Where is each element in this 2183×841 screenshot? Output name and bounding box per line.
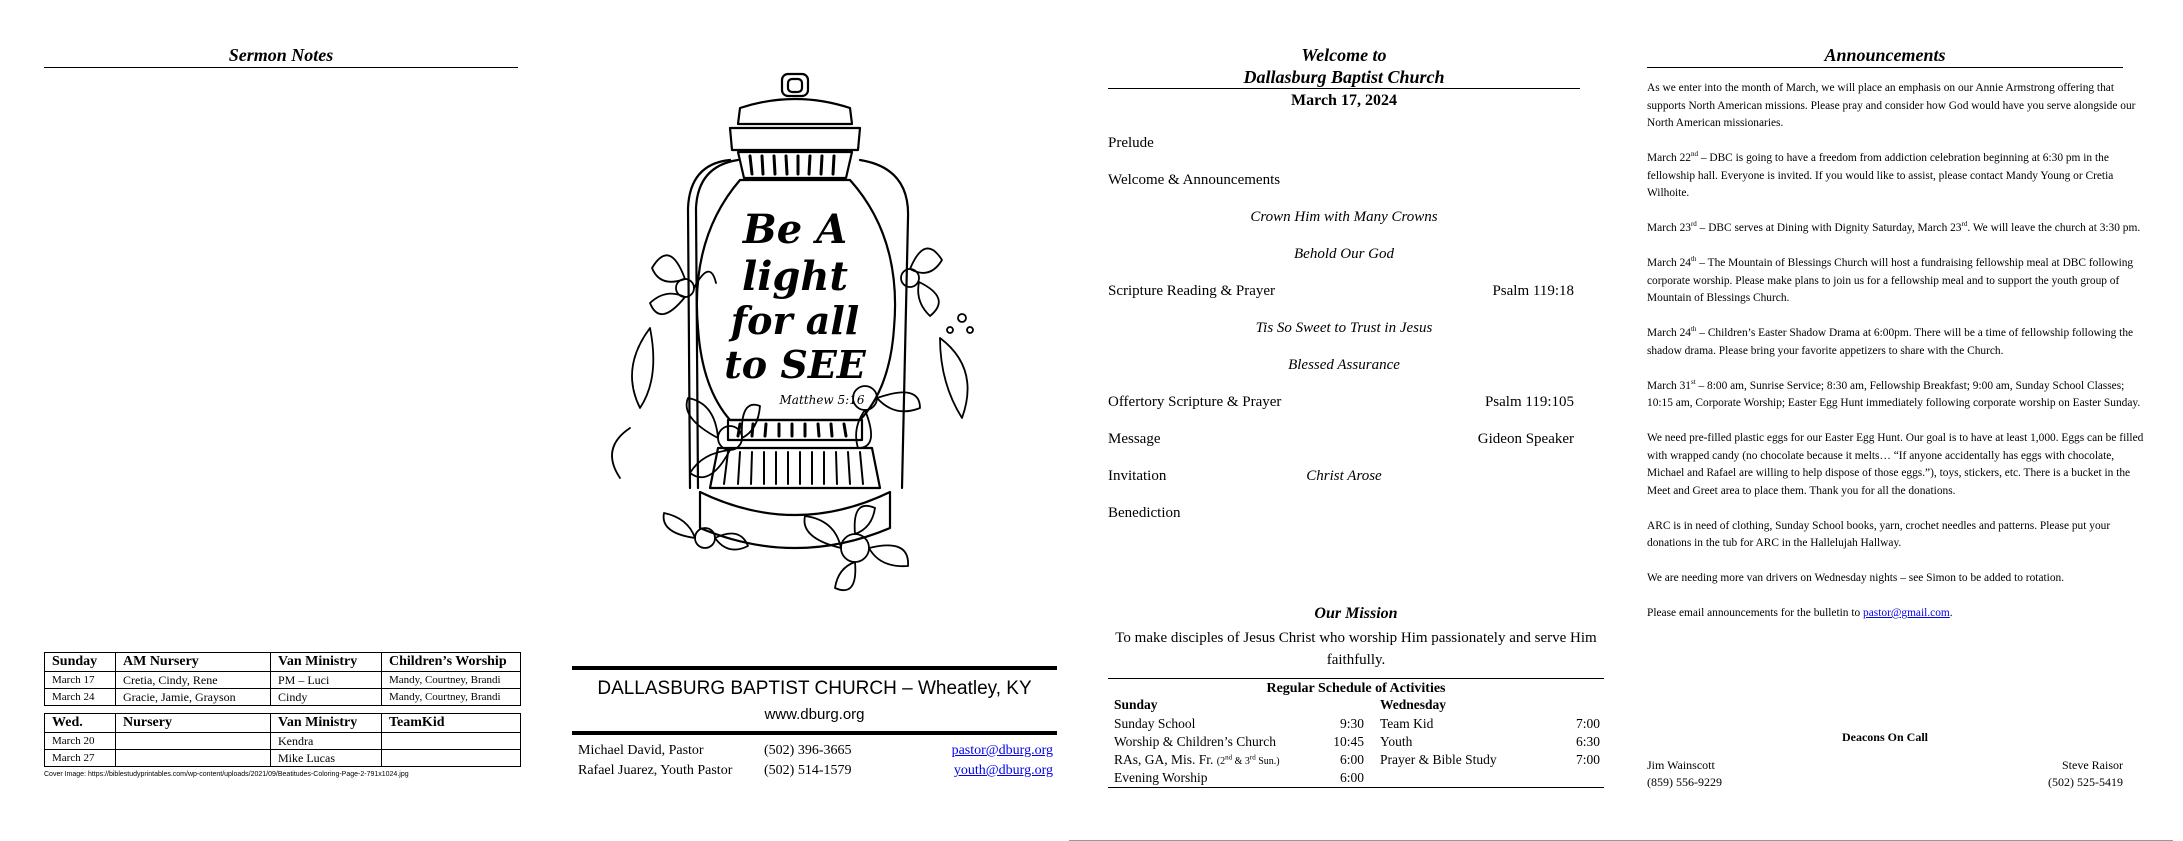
note-part: (2 — [1216, 756, 1226, 767]
staff-phone: (502) 514-1579 — [764, 763, 852, 778]
announcement-paragraph — [1647, 220, 2147, 238]
table-cell: Gracie, Jamie, Grayson — [116, 689, 271, 706]
service-item-label: Message — [1108, 431, 1161, 447]
activity-row — [1114, 715, 1364, 733]
ann-sup: th — [1690, 325, 1697, 334]
table-header: Van Ministry — [271, 714, 382, 733]
regular-schedule-title: Regular Schedule of Activities — [1108, 678, 1604, 697]
deacon-left — [1647, 757, 1722, 791]
table-row — [45, 733, 521, 750]
activity-row — [1380, 751, 1600, 769]
service-item-label: Prelude — [1108, 135, 1154, 151]
service-item — [1108, 172, 1580, 192]
table-header: Sunday — [45, 653, 116, 672]
mission-text: To make disciples of Jesus Christ who worship Him passionately and serve Him faithfully. — [1115, 630, 1597, 668]
ann-sup: nd — [1690, 150, 1698, 159]
service-item — [1108, 283, 1580, 303]
service-date: March 17, 2024 — [1291, 92, 1397, 109]
table-cell: Cretia, Cindy, Rene — [116, 672, 271, 689]
day-heading: Wednesday — [1380, 697, 1447, 712]
announcement-paragraph: We need pre-filled plastic eggs for our Easter Egg Hunt. Our goal is to have at least 1,000. Eggs can be filled with wrapped candy (no chocolate because it melts… “If anyone accidentally has eggs with chocolate, Michael and Rafael are willing to help dispose of those eggs.”), toys, stickers, etc. There is a bucket in the Meet and Greet area to place them. Thank you for all the donations. — [1647, 432, 2144, 497]
staff-email-link[interactable]: pastor@dburg.org — [951, 743, 1053, 758]
announcement-paragraph: We are needing more van drivers on Wednesday nights – see Simon to be added to rotation. — [1647, 572, 2065, 584]
activity-row — [1380, 733, 1600, 751]
activity-time: 10:45 — [1333, 734, 1364, 749]
activity-row — [1114, 769, 1364, 787]
table-cell: Mandy, Courtney, Brandi — [382, 689, 521, 706]
service-song — [1108, 246, 1580, 266]
staff-name: Rafael Juarez, Youth Pastor — [578, 763, 733, 778]
activity-note — [1216, 753, 1280, 767]
note-part: & 3 — [1232, 756, 1250, 767]
speaker: Gideon Speaker — [1477, 431, 1574, 447]
sermon-notes-panel — [0, 0, 560, 836]
sunday-schedule-table — [44, 652, 521, 706]
note-sup: nd — [1225, 753, 1233, 762]
lantern-text: Be A — [742, 206, 848, 253]
church-website[interactable]: www.dburg.org — [764, 706, 865, 723]
service-song — [1108, 209, 1580, 229]
service-item — [1108, 431, 1580, 451]
service-item-label: Scripture Reading & Prayer — [1108, 283, 1276, 299]
ann-date: March 24 — [1647, 257, 1691, 269]
service-song — [1108, 320, 1580, 340]
table-header: TeamKid — [382, 714, 521, 733]
lantern-text: light — [742, 253, 848, 300]
lantern-text: to SEE — [724, 342, 866, 387]
service-item-label: Offertory Scripture & Prayer — [1108, 394, 1282, 410]
table-cell: Mandy, Courtney, Brandi — [382, 672, 521, 689]
note-part: Sun.) — [1255, 756, 1280, 767]
song-title: Christ Arose — [1306, 468, 1382, 484]
announcement-paragraph — [1647, 325, 2147, 360]
activity-name: Youth — [1380, 734, 1413, 749]
activity-row — [1380, 715, 1600, 733]
activity-name: Sunday School — [1114, 716, 1196, 731]
announcements-title: Announcements — [1647, 45, 2123, 68]
table-header-row — [45, 653, 521, 672]
ann-text: Please email announcements for the bulletin to — [1647, 607, 1864, 619]
staff-row — [572, 761, 1057, 781]
announcement-paragraph — [1647, 605, 2147, 623]
service-item — [1108, 468, 1580, 488]
activity-name: Evening Worship — [1114, 770, 1208, 785]
table-header: Children’s Worship — [382, 653, 521, 672]
scripture-reference: Psalm 119:105 — [1484, 394, 1574, 410]
table-cell: Cindy — [271, 689, 382, 706]
table-header: Nursery — [116, 714, 271, 733]
activity-time: 9:30 — [1339, 716, 1364, 731]
note-sup: rd — [1249, 753, 1256, 762]
ann-text: – Children’s Easter Shadow Drama at 6:00pm. There will be a time of fellowship following the shadow drama. Please bring your favorite appetizers to share with the Church. — [1647, 327, 2134, 357]
lantern-text: for all — [730, 298, 860, 343]
cover-image-credit: Cover Image: https://biblestudyprintables.com/wp-content/uploads/2021/09/Beatitudes-Coloring-Page-2-791x1024.jpg — [44, 771, 409, 778]
scripture-reference: Psalm 119:18 — [1492, 283, 1574, 299]
ann-text: . We will leave the church at 3:30 pm. — [1967, 222, 2141, 234]
table-header: Wed. — [45, 714, 116, 733]
deacon-name: Jim Wainscott — [1647, 758, 1715, 772]
table-header-row — [45, 714, 521, 733]
ann-text: – The Mountain of Blessings Church will host a fundraising fellowship meal at DBC following corporate worship. Please make plans to join us for a fellowship meal and to support the youth group of Mountain of Blessings Church. — [1647, 257, 2134, 304]
announcements-email-link[interactable]: pastor@gmail.com — [1863, 607, 1950, 619]
sunday-column — [1108, 697, 1364, 787]
table-cell — [116, 750, 271, 767]
deacons-title: Deacons On Call — [1841, 730, 1928, 744]
activity-row — [1114, 733, 1364, 751]
song-title: Behold Our God — [1294, 246, 1394, 262]
ann-text: . — [1949, 607, 1953, 619]
ann-sup: rd — [1690, 220, 1697, 229]
ann-date: March 22 — [1647, 152, 1691, 164]
wednesday-column — [1364, 697, 1600, 787]
song-title: Crown Him with Many Crowns — [1250, 209, 1438, 225]
ann-text: – 8:00 am, Sunrise Service; 8:30 am, Fellowship Breakfast; 9:00 am, Sunday School Classes; 10:15 am, Corporate Worship; Easter Egg Hunt immediately following corporate worship on Easter Sunday. — [1647, 379, 2141, 409]
ann-sup: th — [1690, 255, 1697, 264]
church-info — [572, 666, 1057, 781]
deacon-phone: (859) 556-9229 — [1647, 775, 1722, 789]
table-cell — [382, 733, 521, 750]
activity-name: Team Kid — [1380, 716, 1434, 731]
activity-name: Worship & Children’s Church — [1114, 734, 1277, 749]
ann-sup: st — [1690, 377, 1696, 386]
mission-statement — [1108, 605, 1604, 671]
sermon-notes-title: Sermon Notes — [44, 45, 518, 68]
ann-sup: rd — [1961, 220, 1968, 229]
announcements-body — [1647, 80, 2147, 640]
table-cell: Kendra — [271, 733, 382, 750]
announcement-paragraph — [1647, 150, 2147, 203]
table-header: Van Ministry — [271, 653, 382, 672]
table-cell: March 20 — [45, 733, 116, 750]
staff-phone: (502) 396-3665 — [764, 743, 852, 758]
welcome-header — [1108, 44, 1580, 110]
table-row — [45, 672, 521, 689]
announcements-panel — [1620, 0, 2183, 836]
service-item — [1108, 135, 1580, 155]
service-item — [1108, 505, 1580, 525]
staff-row — [572, 741, 1057, 761]
lantern-illustration — [590, 68, 1010, 638]
welcome-line: Welcome to — [1301, 45, 1387, 65]
table-cell — [116, 733, 271, 750]
activity-row — [1114, 751, 1364, 769]
activity-time: 7:00 — [1575, 716, 1600, 731]
announcement-paragraph — [1647, 378, 2147, 413]
service-song — [1108, 357, 1580, 377]
ann-text: – DBC serves at Dining with Dignity Saturday, March 23 — [1696, 222, 1962, 234]
divider — [572, 666, 1057, 670]
announcement-paragraph: As we enter into the month of March, we will place an emphasis on our Annie Armstrong offering that supports North American missions. Please pray and consider how God would have you serve alongside our North American missionaries. — [1647, 82, 2136, 129]
ann-text: – DBC is going to have a freedom from addiction celebration beginning at 6:30 pm in the fellowship hall. Everyone is invited. If you would like to assist, please contact Mandy Young or Cretia Wilhoite. — [1647, 152, 2114, 199]
day-heading: Sunday — [1114, 697, 1158, 712]
ann-date: March 31 — [1647, 379, 1691, 392]
activity-name: Prayer & Bible Study — [1380, 752, 1497, 767]
table-row — [45, 689, 521, 706]
cover-panel — [560, 0, 1080, 836]
divider — [572, 731, 1057, 735]
ann-date: March 23 — [1647, 222, 1691, 234]
song-title: Blessed Assurance — [1288, 357, 1400, 373]
ann-date: March 24 — [1647, 327, 1691, 339]
table-cell — [382, 750, 521, 767]
table-cell: March 24 — [45, 689, 116, 706]
activity-name-text: RAs, GA, Mis. Fr. — [1114, 752, 1214, 767]
service-item-label: Benediction — [1108, 505, 1181, 521]
service-item-label: Invitation — [1108, 468, 1167, 484]
activity-time: 6:00 — [1339, 770, 1364, 785]
mission-title: Our Mission — [1314, 605, 1398, 622]
activity-name — [1114, 752, 1280, 768]
table-row — [45, 750, 521, 767]
deacon-phone: (502) 525-5419 — [2048, 775, 2123, 789]
announcement-paragraph: ARC is in need of clothing, Sunday School books, yarn, crochet needles and patterns. Please put your donations in the tub for ARC in the Hallelujah Hallway. — [1647, 519, 2111, 549]
table-header: AM Nursery — [116, 653, 271, 672]
song-title: Tis So Sweet to Trust in Jesus — [1255, 320, 1433, 336]
wednesday-schedule-table — [44, 713, 521, 767]
announcement-paragraph — [1647, 255, 2147, 308]
order-of-service-panel — [1080, 0, 1620, 836]
lantern-verse: Matthew 5:16 — [779, 393, 865, 407]
staff-email-link[interactable]: youth@dburg.org — [953, 763, 1053, 778]
activity-time: 6:00 — [1339, 752, 1364, 767]
table-cell: March 27 — [45, 750, 116, 767]
service-item — [1108, 394, 1580, 414]
table-cell: PM – Luci — [271, 672, 382, 689]
activity-time: 6:30 — [1575, 734, 1600, 749]
deacon-name: Steve Raisor — [2062, 758, 2123, 772]
staff-name: Michael David, Pastor — [578, 743, 704, 758]
regular-schedule — [1108, 678, 1604, 788]
deacon-right — [2048, 757, 2123, 791]
service-item-label: Welcome & Announcements — [1108, 172, 1281, 188]
church-name: DALLASBURG BAPTIST CHURCH – Wheatley, KY — [597, 678, 1032, 699]
activity-time: 7:00 — [1575, 752, 1600, 767]
table-cell: March 17 — [45, 672, 116, 689]
table-cell: Mike Lucas — [271, 750, 382, 767]
church-title: Dallasburg Baptist Church — [1108, 66, 1580, 89]
